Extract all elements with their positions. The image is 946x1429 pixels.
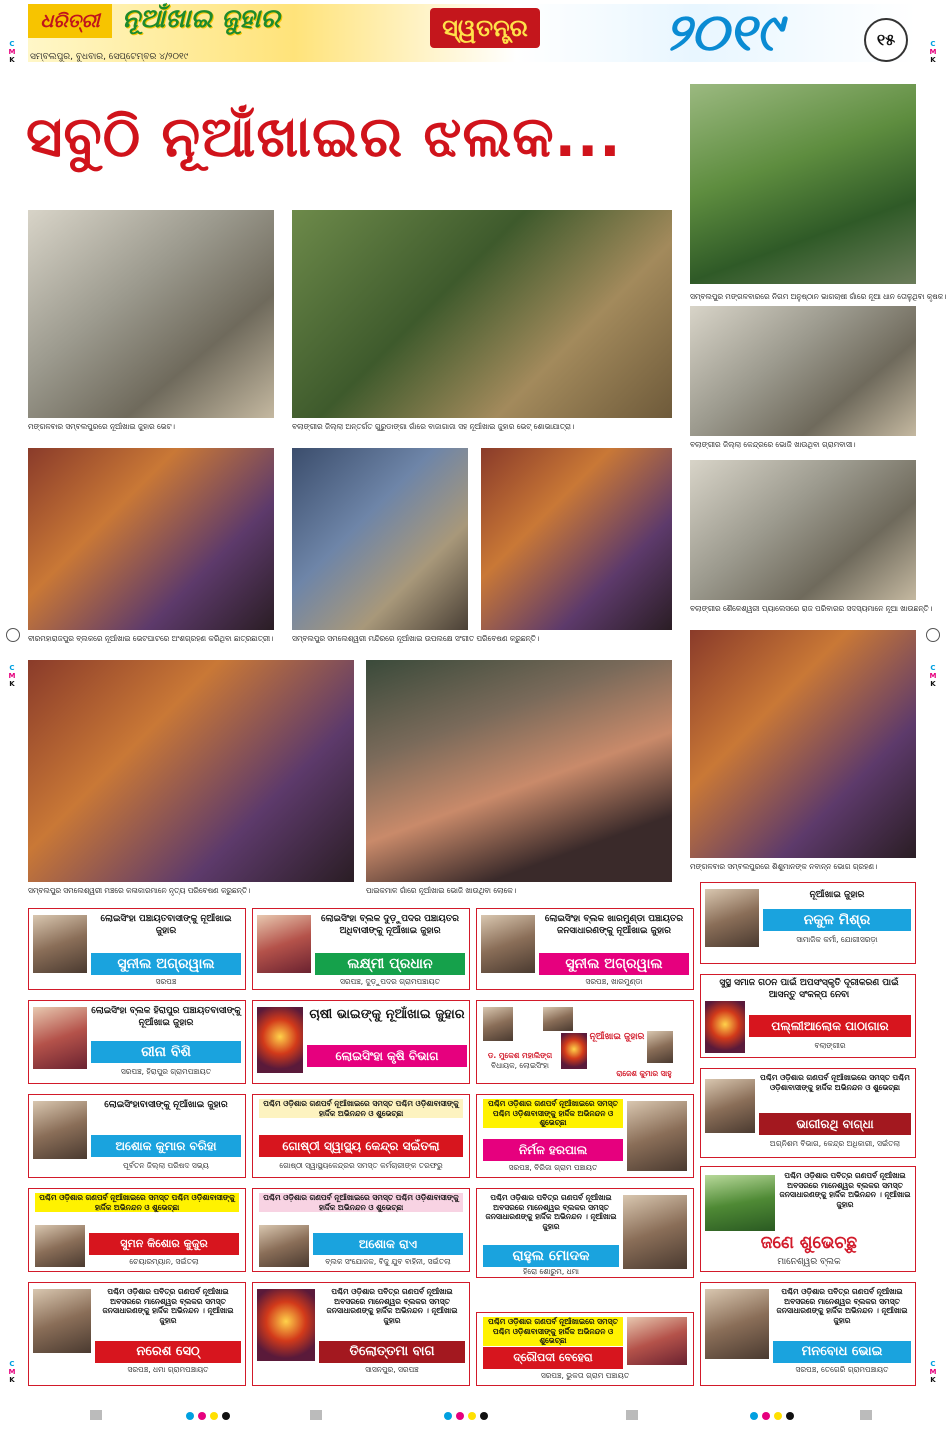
portrait-photo [33,1289,91,1353]
photo-caption: ବଲାଙ୍ଗୀର ଜିଲ୍ଲା କେନ୍ଦ୍ରରେ ଭୋଜି ଖାଉଥିବା ଗ୍ରାମବାସୀ। [690,440,856,449]
photo-dancers [28,660,354,882]
greeting-ad [252,1000,470,1084]
dateline: ସମ୍ବଲପୁର, ବୁଧବାର, ସେପ୍ଟେମ୍ବର ୪/୨୦୧୯ [30,52,189,62]
ad-subtitle: ସାସନପୁର, ସରପଞ୍ଚ [365,1365,419,1374]
cmyk-regmark: C M K [8,1360,16,1384]
ad-name: ଅଶୋକ କୁମାର ବରିହା [91,1135,241,1157]
greeting-ad [28,908,246,990]
festival-title: ନୂଆଁଖାଇ ଜୁହାର [122,4,280,34]
magenta-dot [198,1412,206,1420]
grey-swatch [310,1410,322,1420]
ad-subtitle: ବ୍ଲକ ସଂଯୋଜକ, ବିଜୁ ଯୁବ ବାହିନୀ, ସଇଁତଲା [325,1257,451,1266]
ad-name: ସୁନୀଲ ଅଗ୍ରୱାଲ [91,953,241,975]
ad-message: ପଶ୍ଚିମ ଓଡ଼ିଶାର ଗଣପର୍ବ ନୂଆଁଖାଇରେ ସମସ୍ତ ପଶ୍ଚିମ ଓଡ଼ିଶାବାସୀଙ୍କୁ ହାର୍ଦ୍ଦିକ ଅଭିନନ୍ଦନ ଓ ଶୁଭେଚ୍ଛା [259,1193,463,1212]
ad-message: ପଶ୍ଚିମ ଓଡ଼ିଶାର ପବିତ୍ର ଗଣପର୍ବ ନୂଆଁଖାଇ ଅବସରରେ ମାନେଶ୍ୱର ବ୍ଲକର ସମସ୍ତ ଜନସାଧାରଣଙ୍କୁ ହାର୍ଦ୍ଦିକ ଅଭିନନ୍ଦନ । ନୂଆଁଖାଇ ଜୁହାର [102,1287,234,1325]
ad-subtitle: ସାମାଜିକ କର୍ମୀ, ଯୋଗୀସରଡ଼ା [796,935,878,944]
ad-message: ଲୋଇସିଂହା ପଞ୍ଚାୟତବାସୀଙ୍କୁ ନୂଆଁଖାଇ ଜୁହାର [100,914,232,936]
ad-name: ମନବୋଧ ଭୋଇ [773,1341,911,1363]
ad-message: ଲୋଇସିଂହା ବ୍ଲକ ହିରାପୁର ପଞ୍ଚାୟତବାସୀଙ୍କୁ ନୂଆଁଖାଇ ଜୁହାର [91,1006,241,1028]
ad-subtitle: ସରପଞ୍ଚ, ହିରାପୁର ଗ୍ରାମପଞ୍ଚାୟତ [120,1067,212,1076]
portrait-photo [483,1007,513,1041]
greeting-ad [476,1000,694,1084]
registration-target-icon [926,628,940,642]
portrait-photo [705,889,759,947]
ad-name: ନକୁଳ ମିଶ୍ର [763,909,911,931]
cmyk-regmark: C M K [929,1360,937,1384]
ad-subtitle: ସରପଞ୍ଚ [155,977,177,986]
deity-image [561,1033,587,1069]
ad-subtitle: ସରପଞ୍ଚ, ତେଗେରି ଗ୍ରାମପଞ୍ଚାୟତ [795,1365,889,1374]
ad-subtitle: ହିରୋ ଶୋରୁମ, ଧମା [523,1267,579,1276]
yellow-dot [468,1412,476,1420]
ad-name: ନରେଶ ସେଠ୍ [95,1341,241,1363]
greeting-ad [476,908,694,990]
ad-message: ପଶ୍ଚିମ ଓଡ଼ିଶାର ଗଣପର୍ବ ନୂଆଁଖାଇରେ ସମସ୍ତ ପଶ୍ଚିମ ଓଡ଼ିଶାବାସୀଙ୍କୁ ହାର୍ଦ୍ଦିକ ଅଭିନନ୍ଦନ ଓ ଶୁଭେଚ୍ଛା [35,1193,239,1212]
ad-name: ପଲ୍ଲୀଆଲୋକ ପାଠାଗାର [749,1015,911,1037]
newspaper-logo: ଧରିତ୍ରୀ [28,4,112,38]
photo-juhar-greeting [28,210,274,418]
ad-name: ଭାଗୀରଥି ବାଗ୍ଧା [759,1113,911,1135]
portrait-photo [257,915,311,973]
greeting-ad [252,1094,470,1178]
ad-subtitle: ସରପଞ୍ଚ, ଖାରମୁଣ୍ଡା [585,977,643,986]
ad-subtitle: ସରପଞ୍ଚ, ଦୁଡ଼ୁପଦର ଗ୍ରାମପଞ୍ଚାୟତ [340,977,440,986]
photo-feast-rows [366,660,672,882]
ad-message: ପଶ୍ଚିମ ଓଡ଼ିଶାର ପବିତ୍ର ଗଣପର୍ବ ନୂଆଁଖାଇ ଅବସରରେ ମାନେଶ୍ୱର ବ୍ଲକର ସମସ୍ତ ଜନସାଧାରଣଙ୍କୁ ହାର୍ଦ୍ଦିକ ଅଭିନନ୍ଦନ । ନୂଆଁଖାଇ ଜୁହାର [485,1193,617,1231]
photo-caption: ମଙ୍ଗଳବାର ସମ୍ବଲପୁରରେ ଶିଶୁମାନଙ୍କ ନବାନ୍ନ ଭୋଗ ଗ୍ରହଣ। [690,862,878,871]
photo-caption: ସମ୍ବଲପୁର ସମଲେଶ୍ୱରୀ ମଞ୍ଚରେ କଳାକାରମାନେ ନୃତ୍ୟ ପରିବେଷଣ କରୁଛନ୍ତି। [28,886,251,895]
photo-procession [292,210,672,418]
ad-message: ପଶ୍ଚିମ ଓଡ଼ିଶାର ପବିତ୍ର ଗଣପର୍ବ ନୂଆଁଖାଇ ଅବସରରେ ମାନେଶ୍ୱର ବ୍ଲକର ସମସ୍ତ ଜନସାଧାରଣଙ୍କୁ ହାର୍ଦ୍ଦିକ ଅଭିନନ୍ଦନ । ନୂଆଁଖାଇ ଜୁହାର [776,1287,908,1325]
deity-image [705,1001,745,1053]
photo-caption: ବଲାଙ୍ଗୀର ଜିଲ୍ଲା ଅନ୍ତର୍ଗତ ଗୁରୁଡାଙ୍ଗା ଗାଁରେ ବାଜାଗାଜା ସହ ନୂଆଁଖାଇ ଜୁହାର ଭେଟ୍ ଶୋଭାଯାତ୍ରା। [292,422,575,431]
ad-name: ଲକ୍ଷ୍ମୀ ପ୍ରଧାନ [315,953,465,975]
greeting-ad [28,1282,246,1386]
grey-swatch [626,1410,638,1420]
greeting-ad [28,1188,246,1272]
ad-subtitle: ସରପଞ୍ଚ, ଭୁକତା ଗ୍ରାମ ପଞ୍ଚାୟତ [540,1371,630,1380]
cyan-dot [186,1412,194,1420]
black-dot [222,1412,230,1420]
ad-subtitle: ଅଗ୍ନିଶମ ବିଭାଗ, କେନ୍ଦ୍ର ଅଧିକାରୀ, ସଇଁତଲା [769,1139,901,1148]
black-dot [786,1412,794,1420]
photo-royal-family [690,460,916,600]
ad-message: ପଶ୍ଚିମ ଓଡ଼ିଶାର ଗଣପର୍ବ ନୂଆଁଖାଇରେ ସମସ୍ତ ପଶ୍ଚିମ ଓଡ଼ିଶାବାସୀଙ୍କୁ ହାର୍ଦ୍ଦିକ ଅଭିନନ୍ଦନ ଓ ଶୁଭେଚ୍ଛା [483,1099,623,1128]
ad-message: ପଶ୍ଚିମ ଓଡ଼ିଶାର ଗଣପର୍ବ ନୂଆଁଖାଇରେ ସମସ୍ତ ପଶ୍ଚିମ ଓଡ଼ିଶାବାସୀଙ୍କୁ ହାର୍ଦ୍ଦିକ ଅଭିନନ୍ଦନ ଓ ଶୁଭେଚ୍ଛା [483,1317,623,1346]
greeting-ad [700,974,916,1058]
cmyk-regmark: C M K [929,40,937,64]
ad-name: ରାଜେଶ କୁମାର ସାହୁ [616,1069,672,1078]
ad-message: ପଶ୍ଚିମ ଓଡ଼ିଶାର ଗଣପର୍ବ ନୂଆଁଖାଇରେ ସମସ୍ତ ପଶ୍ଚିମ ଓଡ଼ିଶାବାସୀଙ୍କୁ ହାର୍ଦ୍ଦିକ ଅଭିନନ୍ଦନ ଓ ଶୁଭେଚ୍ଛା [760,1073,910,1092]
photo-male-singers [481,448,672,630]
yellow-dot [774,1412,782,1420]
portrait-photo [627,1101,687,1171]
grey-swatch [90,1410,102,1420]
greeting-ad [252,1282,470,1386]
ad-name: ଦ୍ରୌପଦୀ ବେହେରା [483,1347,623,1369]
photo-farmer-field [690,84,916,284]
deity-image [257,1007,303,1073]
ad-subtitle: ବଲାଙ୍ଗୀର [814,1041,846,1050]
photo-caption: ସମ୍ବଲପୁର ସମଲେଶ୍ୱରୀ ମନ୍ଦିରରେ ନୂଆଁଖାଇ ଉପଲକ୍ଷେ ସଂଗୀତ ପରିବେଷଣ କରୁଛନ୍ତି। [292,634,540,643]
portrait-photo [33,1007,87,1069]
photo-caption: ବଲାଙ୍ଗୀର ଶୈଳେଶ୍ୱରୀ ପ୍ୟାଲେସରେ ରାଜ ପରିବାରର ସଦସ୍ୟମାନେ ନୂଆ ଖାଉଛନ୍ତି। [690,604,933,613]
greeting-ad [476,1094,694,1178]
greeting-ad [700,1282,916,1386]
cmyk-regmark: C M K [929,664,937,688]
portrait-photo [627,1317,687,1365]
ad-name: ଡ. ମୁକେଶ ମହାଲିଙ୍ଗ [487,1051,553,1060]
greeting-ad [700,882,916,964]
ad-message: ନୂଆଁଖାଇ ଜୁହାର [589,1032,645,1042]
ad-name: ସୁମନ କିଶୋର କୁଜୁର [89,1233,239,1255]
greeting-ad [28,1000,246,1084]
registration-target-icon [6,628,20,642]
ad-subtitle: ସରପଞ୍ଚ, ଧମା ଗ୍ରାମପଞ୍ଚାୟତ [127,1365,209,1374]
cyan-dot [444,1412,452,1420]
ad-name: ତିଲୋତ୍ତମା ବାଗ [319,1341,465,1363]
greeting-ad [252,908,470,990]
ad-message: ଲୋଇସିଂହାବାସୀଙ୍କୁ ନୂଆଁଖାଇ ଜୁହାର [104,1100,228,1110]
greeting-ad [476,1312,694,1386]
greeting-ad [700,1166,916,1272]
portrait-photo [705,1079,755,1133]
photo-children-eating [690,630,916,858]
photo-community-feast [690,306,916,436]
photo-students [28,448,274,630]
ad-message: ନୂଆଁଖାଇ ଜୁହାର [809,890,865,900]
magenta-dot [456,1412,464,1420]
portrait-photo [481,915,535,973]
ad-name: ଅଶୋକ ରାଏ [313,1233,463,1255]
ad-name: ଜଣେ ଶୁଭେଚ୍ଛୁ [760,1233,858,1253]
masthead [28,4,916,62]
greeting-ad [476,1188,694,1278]
black-dot [480,1412,488,1420]
greeting-ad [28,1094,246,1178]
ad-name: ଗୋଷ୍ଠୀ ସ୍ୱାସ୍ଥ୍ୟ କେନ୍ଦ୍ର ସଇଁତଲା [259,1135,463,1157]
cmyk-regmark: C M K [8,40,16,64]
portrait-photo [33,915,87,973]
special-ribbon: ସ୍ୱତନ୍ତ୍ର [430,8,540,48]
ad-subtitle: ଗୋଷ୍ଠୀ ସ୍ୱାସ୍ଥ୍ୟକେନ୍ଦ୍ରର ସମସ୍ତ କର୍ମଚାରୀଙ୍କ ତରଫରୁ [279,1161,443,1170]
cmyk-regmark: C M K [8,664,16,688]
ad-subtitle: ପୂର୍ବତନ ଜିଲ୍ଲା ପରିଷଦ ସଭ୍ୟ [123,1161,209,1170]
photo-caption: ମଙ୍ଗଳବାର ସମ୍ବଲପୁରରେ ନୂଆଁଖାଇ ଜୁହାର ଭେଟ। [28,422,175,431]
page-headline: ସବୁଠି ନୂଆଁଖାଇର ଝଲକ... [26,105,622,170]
portrait-photo [259,1225,309,1267]
ad-message: ଲୋଇସିଂହା ବ୍ଲକ ଖାରମୁଣ୍ଡା ପଞ୍ଚାୟତର ଜନସାଧାରଣଙ୍କୁ ନୂଆଁଖାଇ ଜୁହାର [544,914,684,936]
ad-message: ପଶ୍ଚିମ ଓଡ଼ିଶାର ପବିତ୍ର ଗଣପର୍ବ ନୂଆଁଖାଇ ଅବସରରେ ମାନେଶ୍ୱର ବ୍ଲକର ସମସ୍ତ ଜନସାଧାରଣଙ୍କୁ ହାର୍ଦ୍ଦିକ ଅଭିନନ୍ଦନ । ନୂଆଁଖାଇ ଜୁହାର [326,1287,458,1325]
yellow-dot [210,1412,218,1420]
ad-message: ପଶ୍ଚିମ ଓଡ଼ିଶାର ପବିତ୍ର ଗଣପର୍ବ ନୂଆଁଖାଇ ଅବସରରେ ମାନେଶ୍ୱର ବ୍ଲକର ସମସ୍ତ ଜନସାଧାରଣଙ୍କୁ ହାର୍ଦ୍ଦିକ ଅଭିନନ୍ଦନ । ନୂଆଁଖାଇ ଜୁହାର [779,1171,911,1209]
portrait-photo [543,1007,573,1031]
ad-message: ପଶ୍ଚିମ ଓଡ଼ିଶାର ଗଣପର୍ବ ନୂଆଁଖାଇରେ ସମସ୍ତ ପଶ୍ଚିମ ଓଡ଼ିଶାବାସୀଙ୍କୁ ହାର୍ଦ୍ଦିକ ଅଭିନନ୍ଦନ ଓ ଶୁଭେଚ୍ଛା [259,1099,463,1118]
portrait-photo [705,1289,769,1359]
greeting-ad [252,1188,470,1272]
photo-singers [292,448,468,630]
ad-name: ସୁନୀଲ ଅଗ୍ରୱାଲ [539,953,689,975]
ad-subtitle: ବିଧାୟକ, ଲୋଇସିଂହା [491,1061,549,1070]
page-number: ୧୫ [864,18,908,62]
ad-message: ଚାଷୀ ଭାଇଙ୍କୁ ନୂଆଁଖାଇ ଜୁହାର [309,1007,465,1022]
year-banner: ୨୦୧୯ [664,3,782,63]
ad-subtitle: ଚେୟାରମ୍ୟାନ, ସଇଁତଲା [129,1257,199,1266]
deity-image [257,1289,315,1361]
ad-message: ଲୋଇସିଂହା ବ୍ଲକ ଦୁଡ଼ୁପଦର ପଞ୍ଚାୟତର ଅଧିବାସୀଙ୍କୁ ନୂଆଁଖାଇ ଜୁହାର [321,914,459,936]
ad-message: ସୁସ୍ଥ ସମାଜ ଗଠନ ପାଇଁ ଅପସଂସ୍କୃତି ଦୂରୀକରଣ ପାଇଁ ଆସନ୍ତୁ ସଂକଳ୍ପ ନେବା [719,978,899,1000]
photo-caption: ସମ୍ବଲପୁର ମଙ୍ଗଳବାରରେ ନିଗମ ଅନୁଷ୍ଠାନ ଭାଗଚାଷୀ ଗାଁରେ ନୂଆ ଧାନ ତୋଳୁଥିବା କୃଷକ। [690,292,946,301]
rice-image [705,1175,775,1231]
ad-name: ରାହୁଲ ମୋଦକ [483,1245,619,1267]
ad-name: ଲୋଇସିଂହା କୃଷି ବିଭାଗ [307,1045,467,1067]
portrait-photo [623,1195,687,1269]
ad-name: ନିର୍ମଳ ହରପାଲ [483,1139,623,1161]
photo-caption: ପାଇକମାଳ ଗାଁରେ ନୂଆଁଖାଇ ଭୋଜି ଖାଉଥିବା ଲୋକେ। [366,886,517,895]
portrait-photo [647,1031,673,1063]
ad-subtitle: ମାନେଶ୍ୱର ବ୍ଲକ [777,1257,841,1267]
portrait-photo [35,1225,85,1267]
ad-name: ରୀନା ବିଶି [91,1041,241,1063]
greeting-ad [700,1068,916,1158]
portrait-photo [33,1101,87,1159]
photo-caption: ବୀରମହାରାଜପୁର ବ୍ଲକରେ ନୂଆଁଖାଇ ଭେଟଘାଟରେ ଅଂଶଗ୍ରହଣ କରିଥିବା ଛାତ୍ରଛାତ୍ରୀ। [28,634,274,643]
grey-swatch [860,1410,872,1420]
ad-subtitle: ସରପଞ୍ଚ, ବିରିଜା ଗ୍ରାମ ପଞ୍ଚାୟତ [508,1163,598,1172]
cyan-dot [750,1412,758,1420]
magenta-dot [762,1412,770,1420]
